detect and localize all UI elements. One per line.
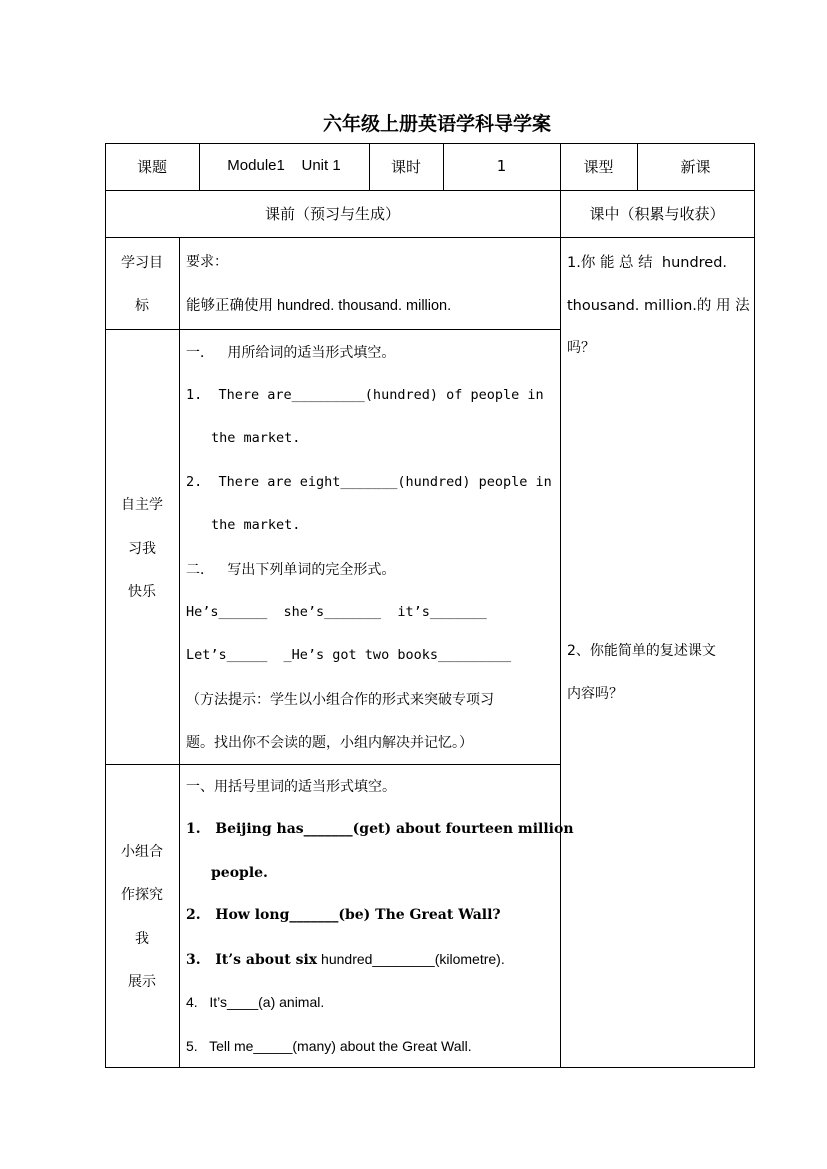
in-class-heading: 课中（积累与收获） — [589, 205, 725, 223]
topic-value: Module1 Unit 1 — [227, 157, 341, 174]
reflection-question: thousand. million.的 用 法 — [567, 298, 750, 314]
goals-text: 能够正确使用 hundred. thousand. million. — [186, 298, 452, 314]
exercise-question: 2. There are eight_______(hundred) people in — [186, 474, 552, 490]
table-border-right — [754, 143, 755, 1068]
group-work-label-line: 我 — [135, 931, 149, 947]
method-tip: 题。找出你不会读的题，小组内解决并记忆。） — [186, 735, 473, 751]
reflection-question: 1.你 能 总 结 hundred. — [567, 255, 728, 271]
type-label: 课型 — [583, 158, 614, 176]
table-divider — [179, 237, 180, 1068]
table-divider — [105, 190, 755, 191]
topic-label: 课题 — [136, 158, 167, 176]
exercise-question-cont: the market. — [211, 517, 301, 533]
contractions-line: He’s______ she’s_______ it’s_______ — [186, 604, 487, 620]
table-divider — [105, 329, 560, 330]
goals-label-line: 学习目 — [121, 255, 163, 271]
exercise-question-cont: the market. — [211, 430, 301, 446]
goals-requirement: 要求： — [186, 254, 228, 270]
exercise-question-cont: people. — [211, 865, 268, 881]
exercise-question: 4. It’s____(a) animal. — [186, 994, 325, 1010]
self-study-label-line: 自主学 — [121, 497, 163, 513]
page-title: 六年级上册英语学科导学案 — [322, 113, 551, 135]
reflection-question: 2、你能简单的复述课文 — [567, 643, 716, 659]
table-border-bottom — [105, 1067, 755, 1068]
self-study-label-line: 快乐 — [128, 584, 156, 600]
exercise-question-rest: hundred________(kilometre). — [317, 951, 505, 967]
goals-label-line: 标 — [135, 298, 149, 314]
exercise-question: 2. How long_______(be) The Great Wall? — [186, 907, 501, 923]
contractions-line: Let’s_____ _He’s got two books_________ — [186, 647, 512, 663]
table-border-top — [105, 143, 755, 144]
period-value: 1 — [496, 157, 507, 175]
exercise-question: 5. Tell me_____(many) about the Great Wall. — [186, 1038, 472, 1054]
reflection-question: 内容吗？ — [567, 686, 623, 702]
period-label: 课时 — [390, 158, 421, 176]
group-work-label-line: 小组合 — [121, 844, 163, 860]
exercise-question-bold: 3. It’s about six — [186, 952, 318, 968]
table-divider — [105, 237, 755, 238]
method-tip: （方法提示：学生以小组合作的形式来突破专项习 — [186, 692, 494, 708]
exercise-heading: 一、用括号里词的适当形式填空。 — [186, 779, 396, 795]
table-divider — [560, 143, 561, 1068]
exercise-heading: 二． 写出下列单词的完全形式。 — [186, 562, 396, 578]
group-work-label-line: 展示 — [128, 974, 156, 990]
group-work-label-line: 作探究 — [121, 887, 163, 903]
exercise-question: 1. Beijing has_______(get) about fourteen million — [186, 821, 574, 837]
table-divider — [105, 764, 560, 765]
exercise-heading: 一． 用所给词的适当形式填空。 — [186, 345, 396, 361]
pre-class-heading: 课前（预习与生成） — [264, 205, 400, 223]
reflection-question: 吗？ — [567, 340, 595, 356]
exercise-question — [186, 951, 505, 968]
self-study-label-line: 习我 — [128, 541, 156, 557]
type-value: 新课 — [680, 158, 711, 176]
exercise-question: 1. There are_________(hundred) of people in — [186, 387, 544, 403]
